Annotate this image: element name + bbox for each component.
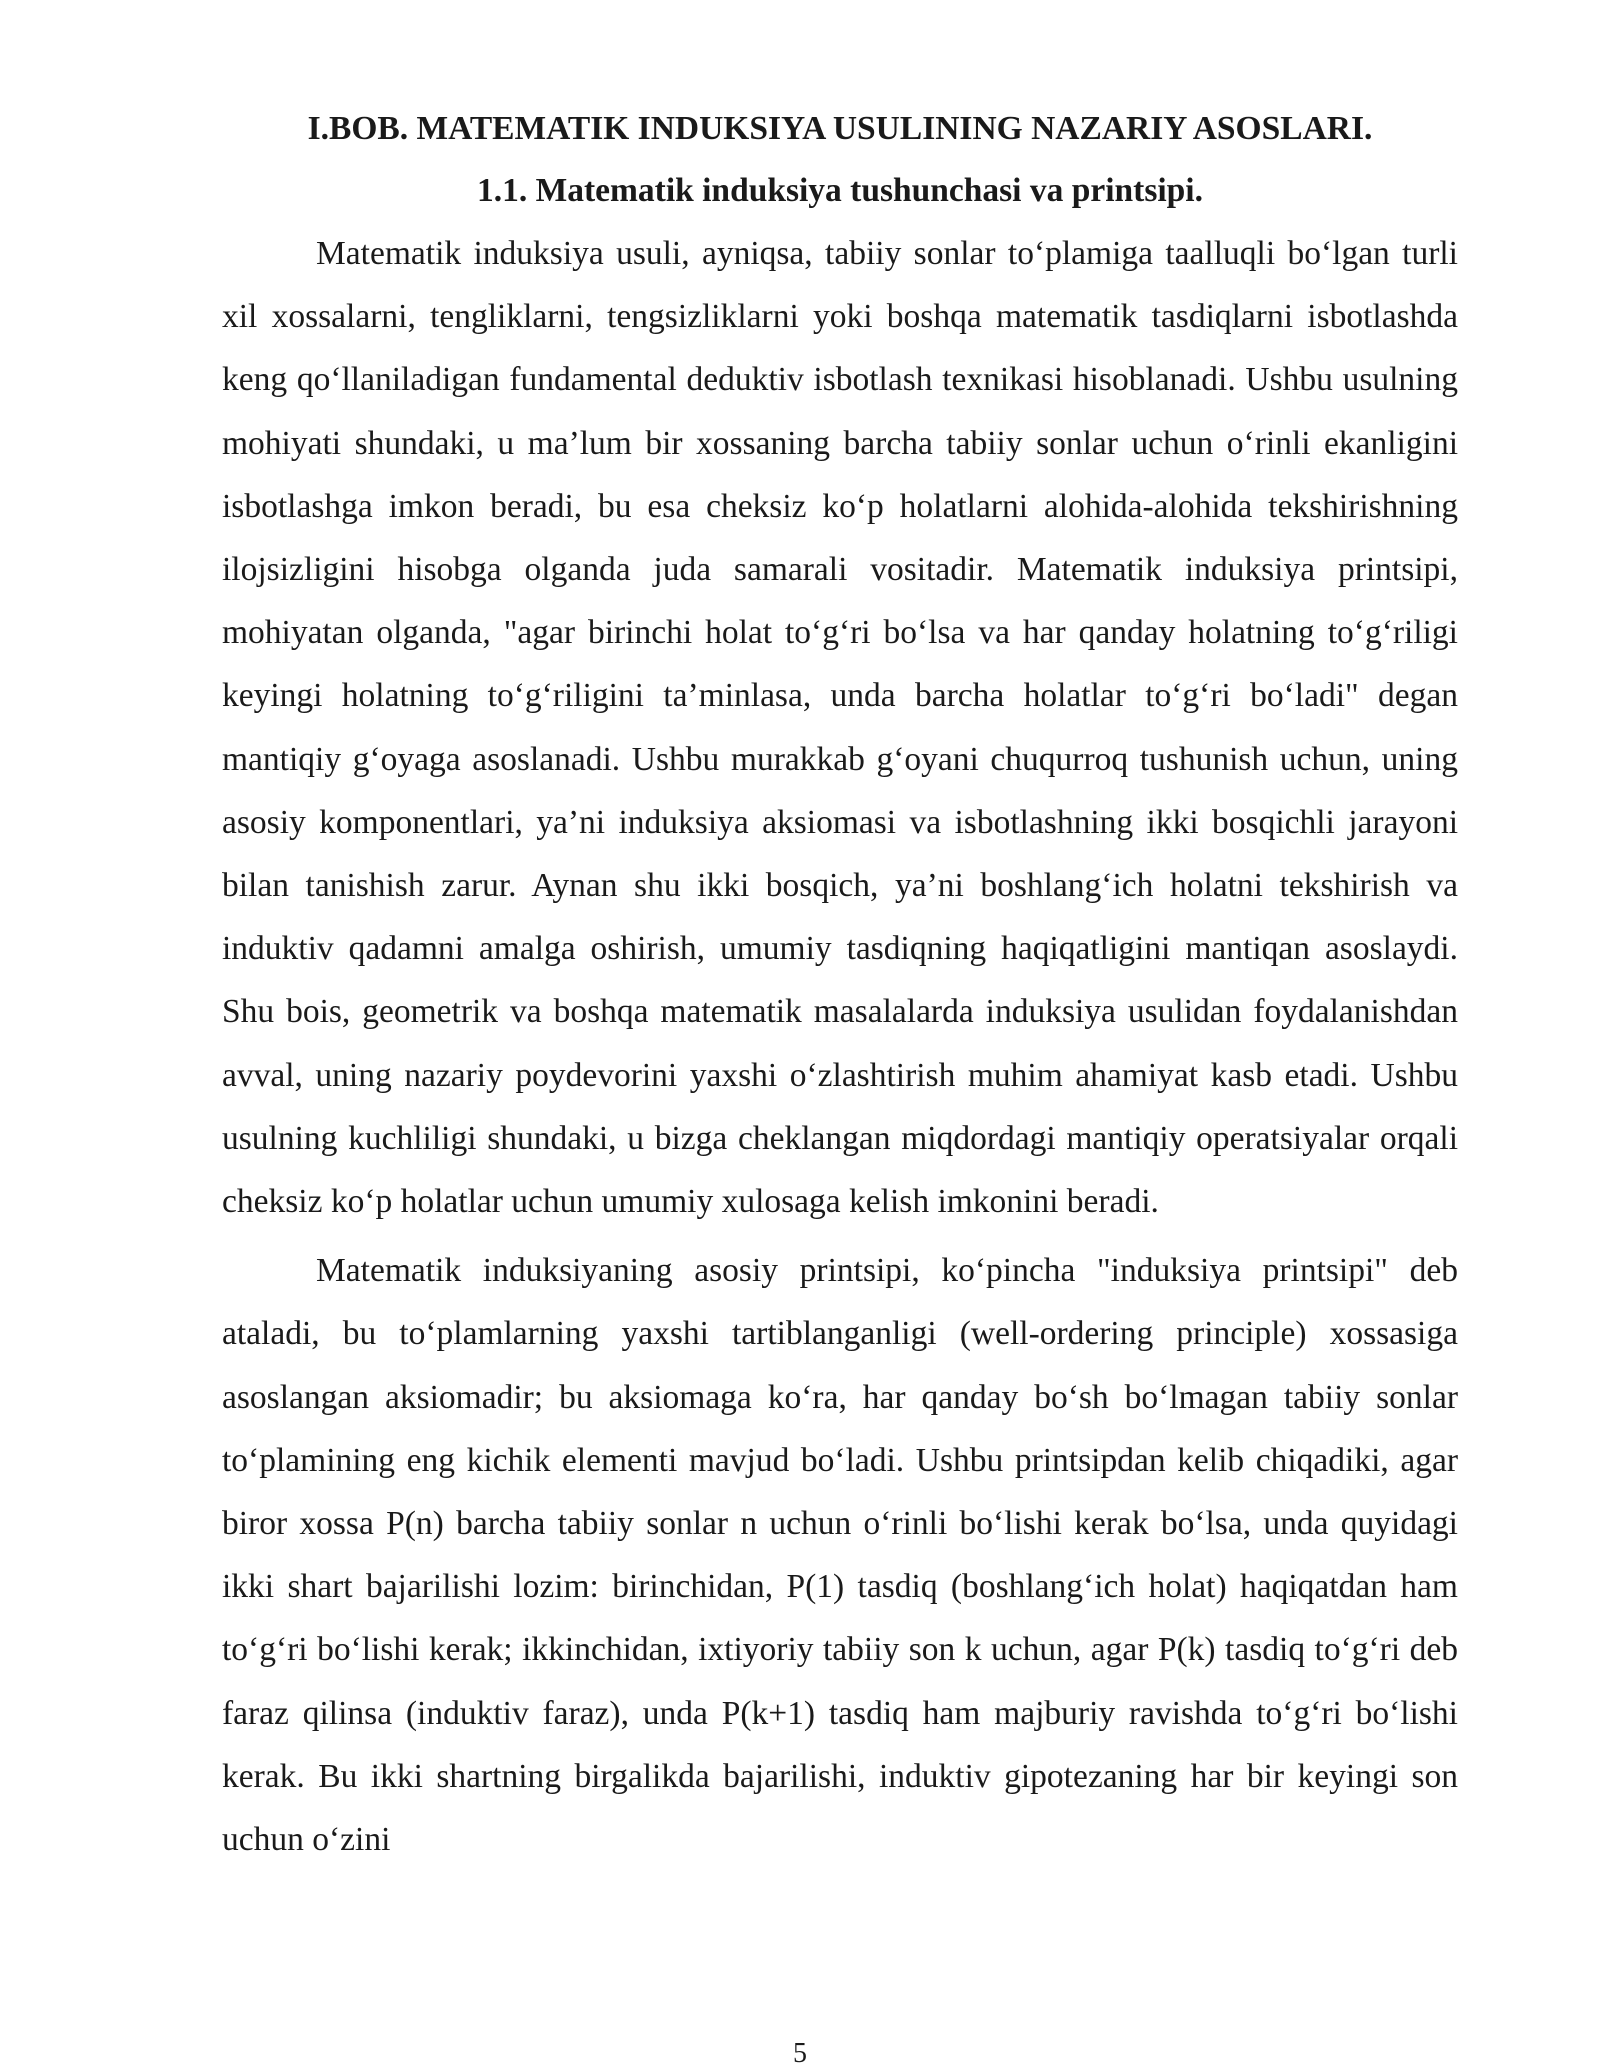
paragraph-1: Matematik induksiya usuli, ayniqsa, tabiiy sonlar to‘plamiga taalluqli bo‘lgan turli xil xossalarni, tengliklarni, tengsizliklarni yoki boshqa matematik tasdiqlarni isbotlashda keng qo‘llaniladigan fundamental deduktiv isbotlash texnikasi hisoblanadi. Ushbu usulning mohiyati shundaki, u ma’lum bir xossaning barcha tabiiy sonlar uchun o‘rinli ekanligini isbotlashga imkon beradi, bu esa cheksiz ko‘p holatlarni alohida-alohida tekshirishning ilojsizligini hisobga olganda juda samarali vositadir. Matematik induksiya printsipi, mohiyatan olganda, "agar birinchi holat to‘g‘ri bo‘lsa va har qanday holatning to‘g‘riligi keyingi holatning to‘g‘riligini ta’minlasa, unda barcha holatlar to‘g‘ri bo‘ladi" degan mantiqiy g‘oyaga asoslanadi. Ushbu murakkab g‘oyani chuqurroq tushunish uchun, uning asosiy komponentlari, ya’ni induksiya aksiomasi va isbotlashning ikki bosqichli jarayoni bilan tanishish zarur. Aynan shu ikki bosqich, ya’ni boshlang‘ich holatni tekshirish va induktiv qadamni amalga oshirish, umumiy tasdiqning haqiqatligini mantiqan asoslaydi. Shu bois, geometrik va boshqa matematik masalalarda induksiya usulidan foydalanishdan avval, uning nazariy poydevorini yaxshi o‘zlashtirish muhim ahamiyat kasb etadi. Ushbu usulning kuchliligi shundaki, u bizga cheklangan miqdordagi mantiqiy operatsiyalar orqali cheksiz ko‘p holatlar uchun umumiy xulosaga kelish imkonini beradi.	[222, 235, 1458, 1221]
page-number: 5	[793, 2038, 807, 2069]
section-title: 1.1. Matematik induksiya tushunchasi va printsipi.	[476, 172, 1203, 209]
document-page	[222, 104, 1458, 1871]
paragraph-2: Matematik induksiyaning asosiy printsipi, ko‘pincha "induksiya printsipi" deb ataladi, bu to‘plamlarning yaxshi tartiblanganligi (well-ordering principle) xossasiga asoslangan aksiomadir; bu aksiomaga ko‘ra, har qanday bo‘sh bo‘lmagan tabiiy sonlar to‘plamining eng kichik elementi mavjud bo‘ladi. Ushbu printsipdan kelib chiqadiki, agar biror xossa P(n) barcha tabiiy sonlar n uchun o‘rinli bo‘lishi kerak bo‘lsa, unda quyidagi ikki shart bajarilishi lozim: birinchidan, P(1) tasdiq (boshlang‘ich holat) haqiqatdan ham to‘g‘ri bo‘lishi kerak; ikkinchidan, ixtiyoriy tabiiy son k uchun, agar P(k) tasdiq to‘g‘ri deb faraz qilinsa (induktiv faraz), unda P(k+1) tasdiq ham majburiy ravishda to‘g‘ri bo‘lishi kerak. Bu ikki shartning birgalikda bajarilishi, induktiv gipotezaning har bir keyingi son uchun o‘zini	[222, 1252, 1458, 1859]
chapter-title: I.BOB. MATEMATIK INDUKSIYA USULINING NAZARIY ASOSLARI.	[307, 110, 1373, 147]
